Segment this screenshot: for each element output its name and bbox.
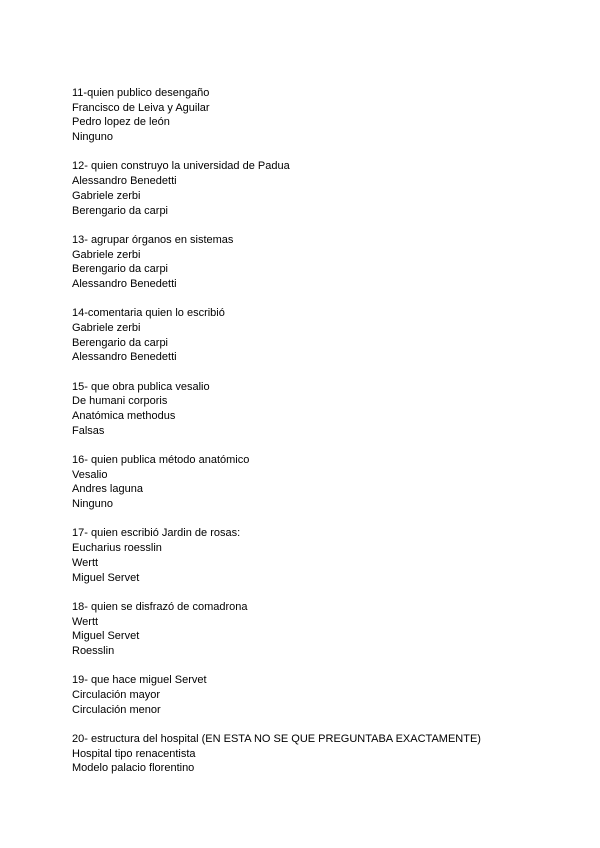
- answer-option: Miguel Servet: [72, 630, 140, 643]
- answer-option: Alessandro Benedetti: [72, 277, 177, 290]
- answer-option: Hospital tipo renacentista: [72, 747, 196, 760]
- answer-option: Pedro lopez de león: [72, 116, 170, 129]
- answer-option: Berengario da carpi: [72, 263, 169, 276]
- answer-option: Gabriele zerbi: [72, 248, 141, 261]
- question-prompt: 13- agrupar órganos en sistemas: [72, 233, 234, 246]
- document-page: [72, 86, 572, 791]
- answer-option: Falsas: [72, 424, 105, 437]
- answer-option: Roesslin: [72, 644, 115, 657]
- answer-option: De humani corporis: [72, 395, 168, 408]
- answer-option: Wertt: [72, 615, 99, 628]
- answer-option: Miguel Servet: [72, 571, 140, 584]
- question-14: [72, 306, 572, 365]
- answer-option: Francisco de Leiva y Aguilar: [72, 101, 210, 114]
- question-19: [72, 673, 572, 717]
- question-12: [72, 159, 572, 218]
- answer-option: Modelo palacio florentino: [72, 762, 195, 775]
- answer-option: Berengario da carpi: [72, 336, 169, 349]
- question-15: [72, 380, 572, 439]
- question-prompt: 12- quien construyo la universidad de Padua: [72, 160, 290, 173]
- answer-option: Alessandro Benedetti: [72, 351, 177, 364]
- answer-option: Andres laguna: [72, 483, 143, 496]
- answer-option: Berengario da carpi: [72, 204, 169, 217]
- answer-option: Ninguno: [72, 498, 113, 511]
- question-11: [72, 86, 572, 145]
- answer-option: Gabriele zerbi: [72, 189, 141, 202]
- answer-option: Wertt: [72, 556, 99, 569]
- question-prompt: 18- quien se disfrazó de comadrona: [72, 600, 248, 613]
- answer-option: Alessandro Benedetti: [72, 175, 177, 188]
- question-prompt: 17- quien escribió Jardin de rosas:: [72, 527, 241, 540]
- answer-option: Circulación mayor: [72, 688, 161, 701]
- answer-option: Circulación menor: [72, 703, 161, 716]
- question-prompt: 19- que hace miguel Servet: [72, 674, 207, 687]
- question-20: [72, 732, 572, 776]
- answer-option: Gabriele zerbi: [72, 321, 141, 334]
- answer-option: Ninguno: [72, 131, 113, 144]
- question-17: [72, 526, 572, 585]
- question-16: [72, 453, 572, 512]
- question-prompt: 14-comentaria quien lo escribió: [72, 307, 225, 320]
- question-prompt: 11-quien publico desengaño: [72, 87, 210, 99]
- question-prompt: 20- estructura del hospital (EN ESTA NO SE QUE PREGUNTABA EXACTAMENTE): [72, 732, 481, 745]
- answer-option: Eucharius roesslin: [72, 542, 162, 555]
- question-prompt: 15- que obra publica vesalio: [72, 380, 210, 393]
- answer-option: Vesalio: [72, 468, 108, 481]
- answer-option: Anatómica methodus: [72, 410, 176, 423]
- question-13: [72, 233, 572, 292]
- question-prompt: 16- quien publica método anatómico: [72, 454, 250, 467]
- question-18: [72, 600, 572, 659]
